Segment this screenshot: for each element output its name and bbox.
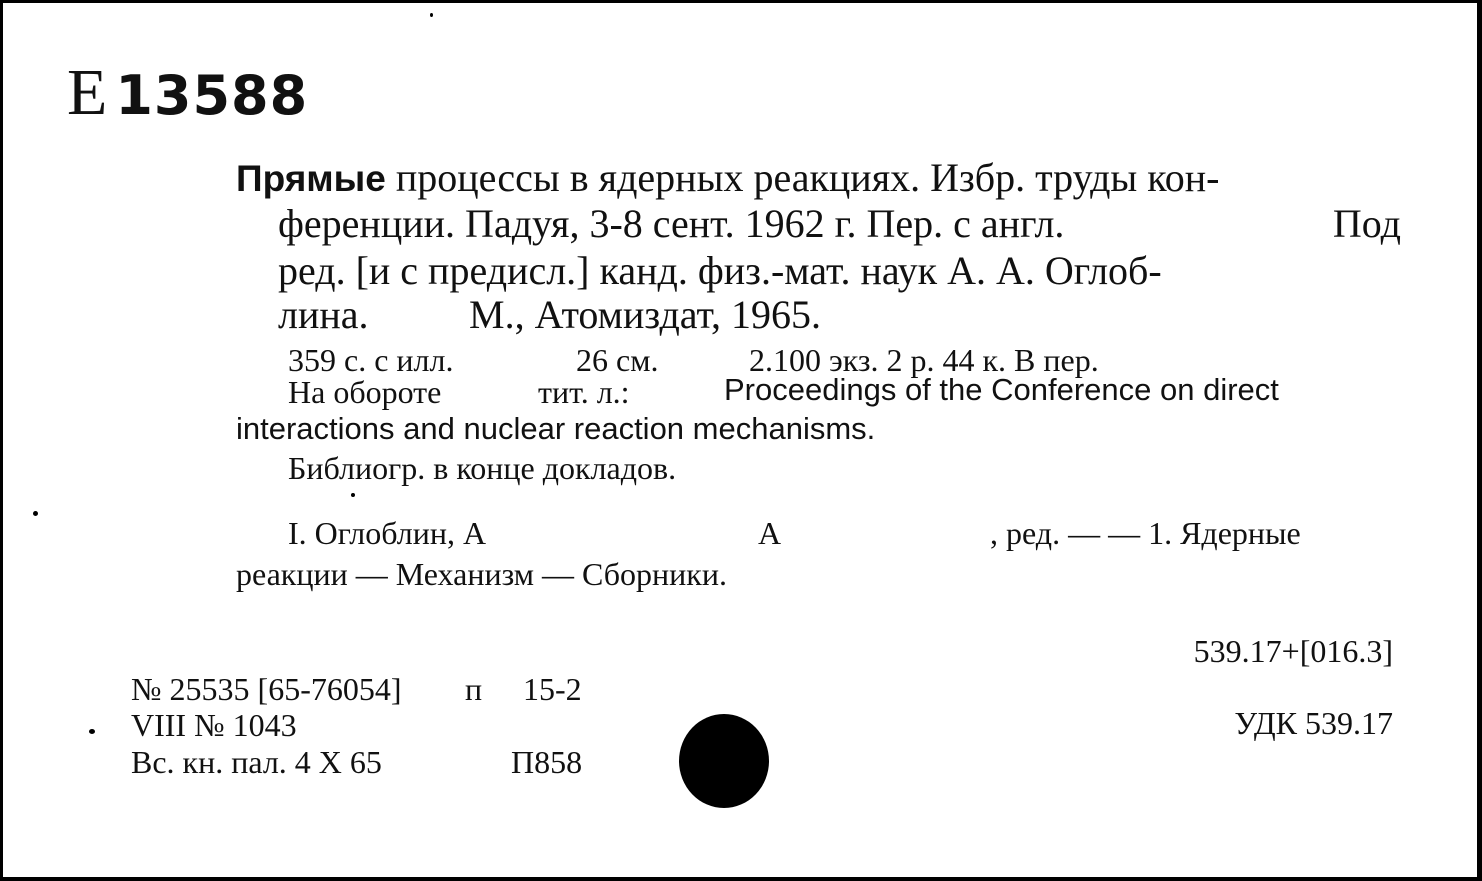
ink-speck	[430, 13, 433, 17]
verso-original-title-2: interactions and nuclear reaction mechanisms.	[236, 411, 876, 446]
bibliography-note: Библиогр. в конце докладов.	[288, 450, 677, 486]
title-line-2-right: Под	[1332, 201, 1401, 246]
tracing-editor: I. Оглоблин, А	[288, 515, 487, 551]
title-line-1	[236, 155, 1220, 200]
verso-title-page: тит. л.:	[538, 374, 630, 410]
printing-code: П858	[511, 744, 583, 780]
collation-size: 26 см.	[576, 342, 659, 378]
imprint: М., Атомиздат, 1965.	[469, 292, 821, 337]
collation-pages: 359 с. с илл.	[288, 342, 454, 378]
title-line-3: ред. [и с предисл.] канд. физ.-мат. наук А. А. Оглоб-	[278, 248, 1162, 293]
ink-speck	[351, 493, 355, 497]
chamber-note: Вс. кн. пал. 4 X 65	[131, 744, 382, 780]
registration-line-2: VIII № 1043	[131, 707, 297, 743]
shelfmark	[67, 55, 308, 131]
verso-label: На обороте	[288, 374, 442, 410]
title-line-4a: лина.	[278, 292, 369, 337]
title-line-2: ференции. Падуя, 3-8 сент. 1962 г. Пер. с англ.	[278, 201, 1065, 246]
tracing-subjects: , ред. — — 1. Ядерные	[990, 515, 1301, 551]
registration-code: п	[465, 671, 483, 707]
verso-original-title-1: Proceedings of the Conference on direct	[724, 372, 1279, 407]
tracing-editor-initial: А	[758, 515, 782, 551]
title-bold-word: Прямые	[236, 158, 386, 199]
registration-code-2: 15-2	[523, 671, 582, 707]
punch-hole	[679, 714, 769, 808]
registration-number: № 25535 [65-76054]	[131, 671, 402, 707]
udc-number: УДК 539.17	[1234, 705, 1393, 741]
tracing-subjects-2: реакции — Механизм — Сборники.	[236, 556, 727, 592]
ink-speck	[89, 729, 95, 734]
title-line-1-rest: процессы в ядерных реакциях. Избр. труды кон-	[395, 155, 1220, 200]
ink-speck	[33, 511, 38, 516]
shelfmark-letter: Е	[67, 56, 108, 129]
classification-number: 539.17+[016.3]	[1193, 633, 1393, 669]
shelfmark-number: 13588	[115, 64, 309, 127]
collation-copies: 2.100 экз. 2 р. 44 к. В пер.	[749, 342, 1099, 378]
